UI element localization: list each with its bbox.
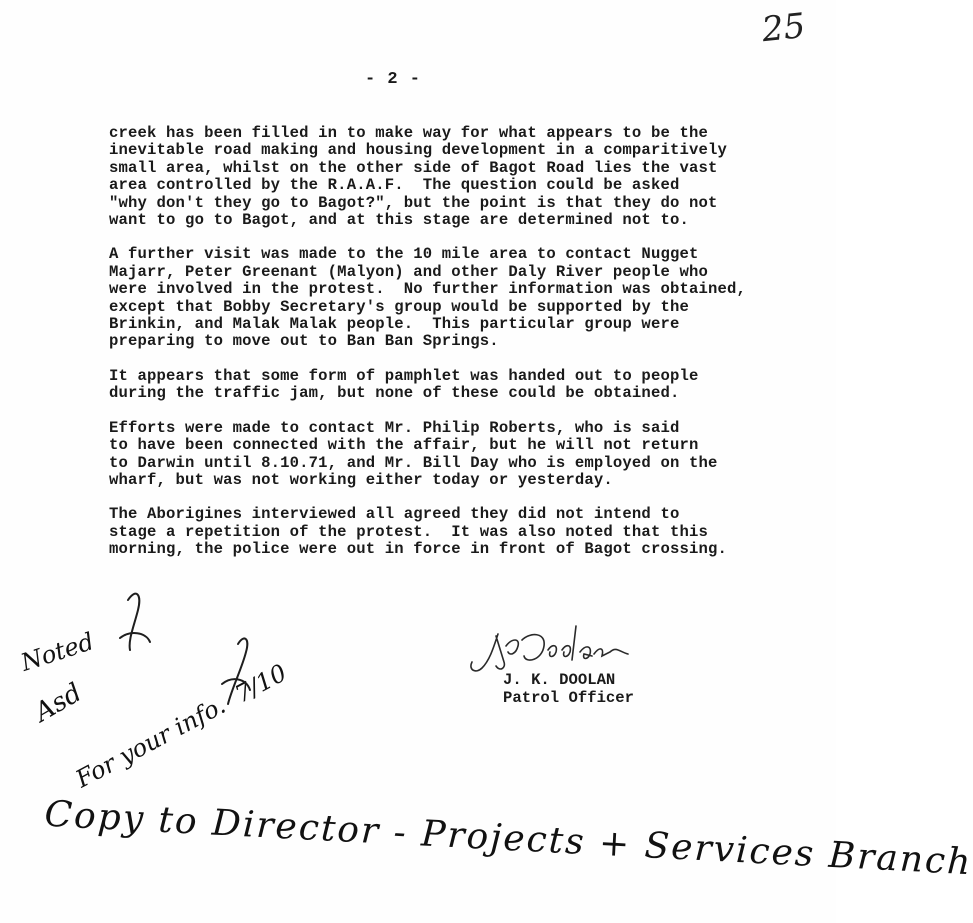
text-line: preparing to move out to Ban Ban Springs. xyxy=(109,332,499,351)
text-line: Brinkin, and Malak Malak people. This particular group were xyxy=(109,315,680,334)
text-line: wharf, but was not working either today or yesterday. xyxy=(109,470,613,489)
handwritten-note-asd: Asd xyxy=(29,677,87,729)
signatory-title: Patrol Officer xyxy=(503,689,635,707)
text-line: Efforts were made to contact Mr. Philip Roberts, who is said xyxy=(109,418,680,437)
signatory-name: J. K. DOOLAN xyxy=(503,671,616,689)
paragraph-2 xyxy=(109,246,809,350)
text-line: "why don't they go to Bagot?", but the point is that they do not xyxy=(109,193,718,212)
text-line: to Darwin until 8.10.71, and Mr. Bill Day who is employed on the xyxy=(109,453,718,472)
paragraph-4 xyxy=(109,420,809,490)
text-line: were involved in the protest. No further information was obtained, xyxy=(109,280,747,299)
page-number: - 2 - xyxy=(364,70,421,89)
text-line: except that Bobby Secretary's group would be supported by the xyxy=(109,297,689,316)
text-line: inevitable road making and housing development in a comparitively xyxy=(109,141,728,160)
text-line: creek has been filled in to make way for what appears to be the xyxy=(109,124,708,142)
text-line: Majarr, Peter Greenant (Malyon) and other Daly River people who xyxy=(109,262,708,281)
text-line: area controlled by the R.A.A.F. The question could be asked xyxy=(109,176,680,195)
signature-block xyxy=(460,616,720,716)
paragraph-1 xyxy=(109,125,809,229)
text-line: small area, whilst on the other side of Bagot Road lies the vast xyxy=(109,158,718,177)
folio-mark: 25 xyxy=(760,5,808,51)
letter-body xyxy=(109,125,809,576)
text-line: stage a repetition of the protest. It was also noted that this xyxy=(109,522,708,541)
text-line: to have been connected with the affair, but he will not return xyxy=(109,436,699,455)
handwritten-note-noted: Noted xyxy=(17,627,98,677)
handwritten-note-copy-to: Copy to Director - Projects + Services Branch xyxy=(43,793,973,884)
handwritten-note-info: For your info. 7/10 xyxy=(71,658,292,794)
paragraph-5 xyxy=(109,506,809,558)
text-line: want to go to Bagot, and at this stage are determined not to. xyxy=(109,211,689,230)
text-line: morning, the police were out in force in front of Bagot crossing. xyxy=(109,540,728,559)
paragraph-3 xyxy=(109,368,809,403)
text-line: It appears that some form of pamphlet was handed out to people xyxy=(109,366,699,385)
text-line: The Aborigines interviewed all agreed they did not intend to xyxy=(109,505,680,524)
text-line: during the traffic jam, but none of these could be obtained. xyxy=(109,384,680,403)
text-line: A further visit was made to the 10 mile area to contact Nugget xyxy=(109,245,699,264)
